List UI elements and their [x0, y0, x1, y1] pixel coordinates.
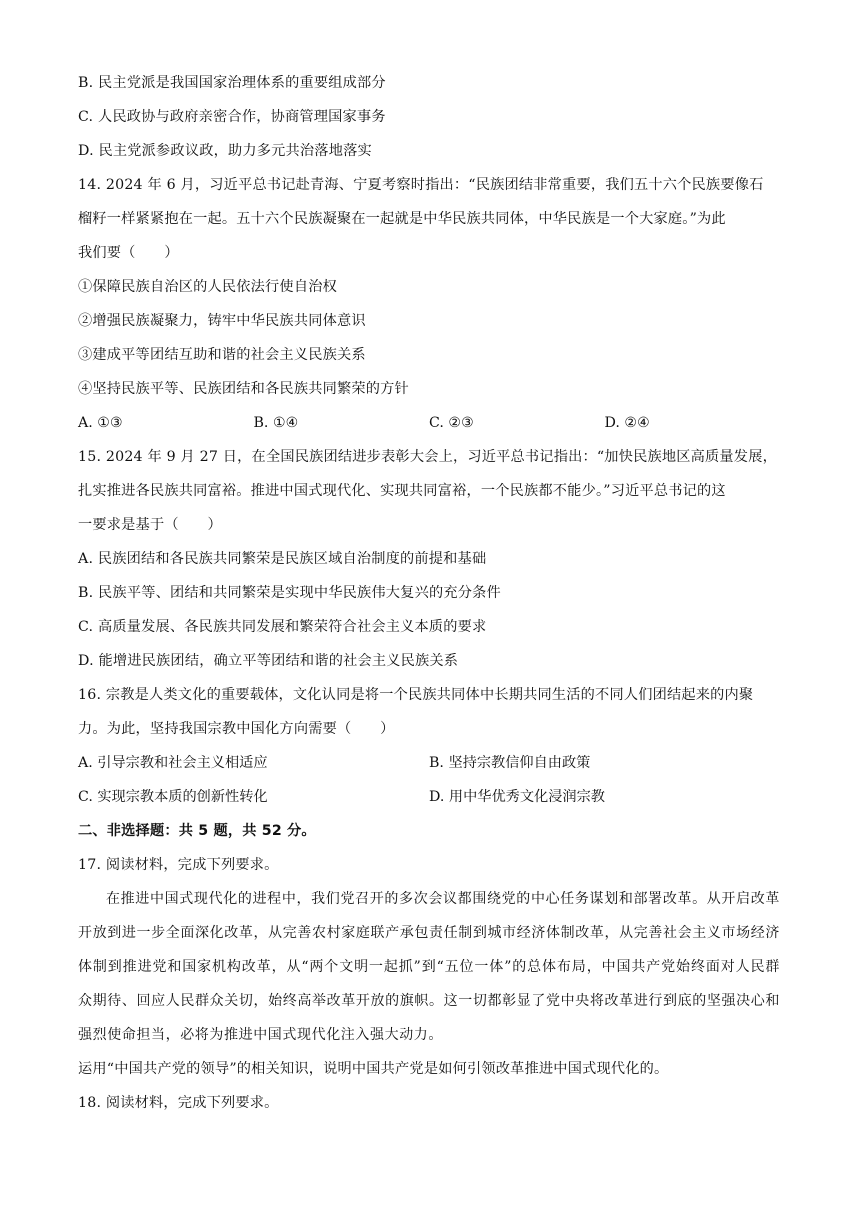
q14-stem-line-1: 14. 2024 年 6 月，习近平总书记赴青海、宁夏考察时指出：“民族团结非常重要，我们五十六个民族要像石 — [78, 177, 764, 193]
q14-item-4: ④坚持民族平等、民族团结和各民族共同繁荣的方针 — [78, 381, 409, 397]
q14-item-2: ②增强民族凝聚力，铸牢中华民族共同体意识 — [78, 313, 366, 329]
q15-stem-line-3: 一要求是基于（ ） — [78, 517, 222, 533]
q14-option-b: B. ①④ — [253, 415, 299, 431]
q15-stem-line-1: 15. 2024 年 9 月 27 日，在全国民族团结进步表彰大会上，习近平总书记指出：“加快民族地区高质量发展， — [78, 449, 777, 465]
q15-option-d: D. 能增进民族团结，确立平等团结和谐的社会主义民族关系 — [78, 653, 459, 669]
q15-option-c: C. 高质量发展、各民族共同发展和繁荣符合社会主义本质的要求 — [78, 619, 487, 635]
q16-option-c: C. 实现宗教本质的创新性转化 — [78, 789, 268, 805]
exam-page — [78, 66, 780, 1120]
section-heading: 二、非选择题：共 5 题，共 52 分。 — [78, 823, 316, 839]
q15-option-b: B. 民族平等、团结和共同繁荣是实现中华民族伟大复兴的充分条件 — [78, 585, 501, 601]
q14-stem-line-3: 我们要（ ） — [78, 245, 179, 261]
q16-option-b: B. 坚持宗教信仰自由政策 — [429, 755, 591, 771]
q14-option-d: D. ②④ — [604, 415, 650, 431]
q16-options-row-1 — [78, 746, 780, 780]
q14-item-1: ①保障民族自治区的人民依法行使自治权 — [78, 279, 337, 295]
q14-stem-line-2: 榴籽一样紧紧抱在一起。五十六个民族凝聚在一起就是中华民族共同体，中华民族是一个大家庭。”为此 — [78, 211, 726, 227]
q16-stem-line-2: 力。为此，坚持我国宗教中国化方向需要（ ） — [78, 721, 395, 737]
q14-options — [78, 406, 780, 440]
q14-option-a: A. ①③ — [78, 415, 123, 431]
q17-material: 在推进中国式现代化的进程中，我们党召开的多次会议都围绕党的中心任务谋划和部署改革。从开启改革开放到进一步全面深化改革，从完善农村家庭联产承包责任制到城市经济体制改革，从完善社会主义市场经济体制到推进党和国家机构改革，从“两个文明一起抓”到“五位一体”的总体布局，中国共产党始终面对人民群众期待、回应人民群众关切，始终高举改革开放的旗帜。这一切都彰显了党中央将改革进行到底的坚强决心和强烈使命担当，必将为推进中国式现代化注入强大动力。 — [78, 891, 780, 1043]
q16-option-a: A. 引导宗教和社会主义相适应 — [78, 755, 268, 771]
q17-stem: 17. 阅读材料，完成下列要求。 — [78, 857, 279, 873]
q13-option-c: C. 人民政协与政府亲密合作，协商管理国家事务 — [78, 109, 386, 125]
q15-option-a: A. 民族团结和各民族共同繁荣是民族区域自治制度的前提和基础 — [78, 551, 487, 567]
q17-requirement: 运用“中国共产党的领导”的相关知识，说明中国共产党是如何引领改革推进中国式现代化的。 — [78, 1061, 669, 1077]
q13-option-b: B. 民主党派是我国国家治理体系的重要组成部分 — [78, 75, 386, 91]
q15-stem-line-2: 扎实推进各民族共同富裕。推进中国式现代化、实现共同富裕，一个民族都不能少。”习近平总书记的这 — [78, 483, 726, 499]
q16-stem-line-1: 16. 宗教是人类文化的重要载体，文化认同是将一个民族共同体中长期共同生活的不同人们团结起来的内聚 — [78, 687, 754, 703]
q13-option-d: D. 民主党派参政议政，助力多元共治落地落实 — [78, 143, 372, 159]
q14-option-c: C. ②③ — [429, 415, 474, 431]
q16-option-d: D. 用中华优秀文化浸润宗教 — [429, 789, 605, 805]
q16-options-row-2 — [78, 780, 780, 814]
q18-stem: 18. 阅读材料，完成下列要求。 — [78, 1095, 279, 1111]
q14-item-3: ③建成平等团结互助和谐的社会主义民族关系 — [78, 347, 366, 363]
